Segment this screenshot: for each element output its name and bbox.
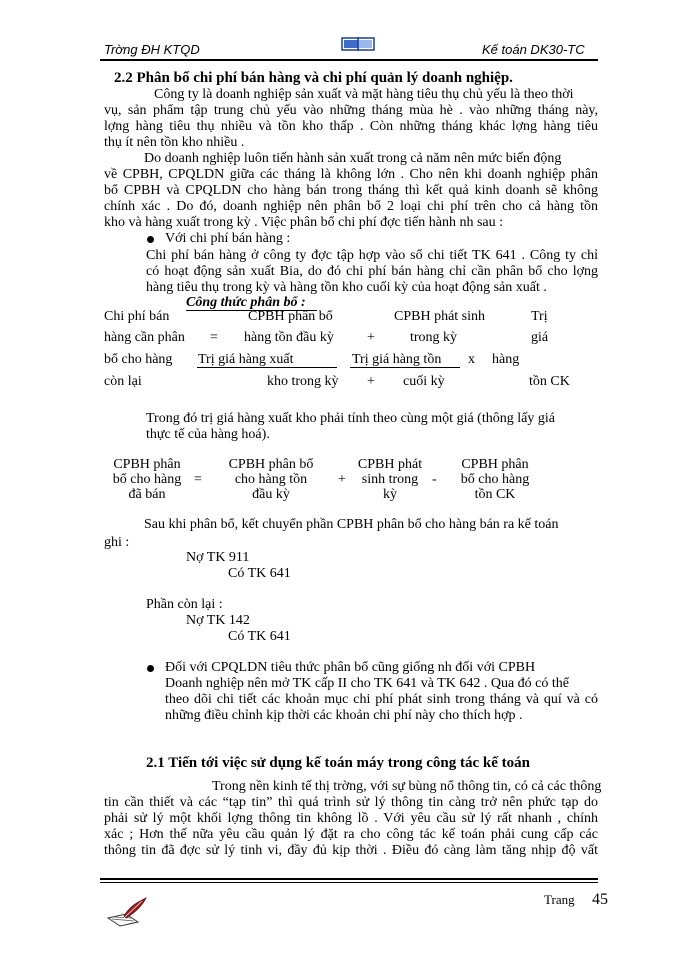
formula1-operator: + bbox=[367, 330, 375, 345]
formula1-operator: x bbox=[468, 352, 475, 367]
formula2-operator: = bbox=[194, 472, 202, 487]
formula2-operator: + bbox=[338, 472, 346, 487]
journal-debit: Nợ TK 142 bbox=[186, 613, 250, 628]
formula1-operator: = bbox=[210, 330, 218, 345]
paragraph-1: Công ty là doanh nghiệp sản xuất và mặt hàng tiêu thụ chủ yếu là theo thời vụ, sản phẩm tập trung chủ yếu vào những tháng mùa hè . vào những tháng này, lợng hàng tiêu thụ nhiều và tồn kho thấp . Còn những tháng khác lợng hàng tiêu thụ ít nên tồn kho nhiều . bbox=[104, 87, 598, 150]
formula2-term: CPBH phân bổ cho hàng đã bán bbox=[112, 457, 182, 502]
journal-credit: Có TK 641 bbox=[228, 629, 291, 644]
remaining-label: Phần còn lại : bbox=[146, 597, 223, 612]
formula2-operator: - bbox=[432, 472, 437, 487]
paragraph-5: Sau khi phân bổ, kết chuyển phần CPBH phân bổ cho hàng bán ra kế toán ghi : bbox=[104, 517, 559, 550]
formula2-term: CPBH phân bổ cho hàng tồn CK bbox=[460, 457, 530, 502]
formula1-text: hàng bbox=[492, 352, 520, 367]
formula1-text: Trị bbox=[531, 309, 548, 324]
formula1-text: tồn CK bbox=[529, 374, 570, 389]
paragraph-2: Do doanh nghiệp luôn tiến hành sản xuất trong cả năm nên mức biến động về CPBH, CPQLDN giữa các tháng là không lớn . Cho nên khi doanh nghiệp phân bổ CPBH và CPQLDN cho hàng bán trong tháng thì kết quả kinh doanh sẽ không chính xác . Do đó, doanh nghiệp nên phân bổ 2 loại chi phí trên cho cả hàng tồn kho và hàng xuất trong kỳ . Việc phân bổ chi phí đợc tiến hành nh sau : bbox=[104, 151, 598, 230]
fraction-line bbox=[197, 367, 337, 368]
page-label: Trang bbox=[544, 892, 575, 907]
footer-rule bbox=[100, 878, 598, 880]
formula1-text: Trị giá hàng tồn bbox=[352, 352, 442, 367]
section-heading: 2.1 Tiến tới việc sử dụng kế toán máy trong công tác kế toán bbox=[146, 755, 530, 771]
formula2-term: CPBH phân bổ cho hàng tồn đầu kỳ bbox=[228, 457, 314, 502]
header-right: Kế toán DK30-TC bbox=[482, 42, 585, 57]
formula1-text: kho trong kỳ bbox=[267, 374, 339, 389]
header-rule bbox=[100, 59, 598, 61]
formula1-text: hàng tồn đầu kỳ bbox=[244, 330, 334, 345]
header-left: Trờng ĐH KTQD bbox=[104, 42, 200, 57]
formula1-text: Trị giá hàng xuất bbox=[198, 352, 294, 367]
bullet-icon bbox=[147, 665, 154, 672]
book-logo-icon bbox=[341, 34, 375, 54]
formula1-text: Chi phí bán bbox=[104, 309, 170, 324]
quill-pen-icon bbox=[104, 896, 148, 930]
bullet-qldn: Đối với CPQLDN tiêu thức phân bổ cũng giống nh đối với CPBH Doanh nghiệp nên mở TK cấp II cho TK 641 và TK 642 . Qua đó có thể theo dõi chi tiết các khoản mục chi phí phát sinh trong tháng và quí và có những điều chỉnh kịp thời các khoản chi phí này cho thích hợp . bbox=[165, 660, 598, 723]
paragraph-3: Chi phí bán hàng ở công ty đợc tập hợp vào sổ chi tiết TK 641 . Công ty chỉ có hoạt động sản xuất Bia, do đó chi phí bán hàng chỉ cần phân bổ cho lợng hàng tiêu thụ trong kỳ và hàng tồn kho cuối kỳ của hoạt động sản xuất . bbox=[146, 248, 598, 295]
formula1-text: CPBH phát sinh bbox=[394, 309, 486, 324]
footer-rule bbox=[100, 882, 598, 883]
paragraph-6: Trong nền kinh tế thị trờng, với sự bùng nổ thông tin, có cả các thông tin cần thiết và các “tạp tin” thì quá trình sử lý thông tin càng trở nên phức tạp do phải sử lý một khối lợng thông tin không lồ . Với yêu cầu sử lý rất nhanh , chính xác ; Hơn thế nữa yêu cầu quản lý đặt ra cho công tác kế toán phải cung cấp các thông tin đã đợc sử lý tinh vi, đầy đủ kịp thời . Điều đó càng làm tăng nhịp độ vất bbox=[104, 779, 602, 858]
formula1-text: CPBH phân bổ bbox=[248, 309, 333, 324]
section-heading: 2.2 Phân bổ chi phí bán hàng và chi phí quản lý doanh nghiệp. bbox=[114, 70, 513, 86]
formula1-operator: + bbox=[367, 374, 375, 389]
journal-credit: Có TK 641 bbox=[228, 566, 291, 581]
formula1-text: hàng cần phân bbox=[104, 330, 185, 345]
formula1-text: bổ cho hàng bbox=[104, 352, 173, 367]
bullet-icon bbox=[147, 236, 154, 243]
page-number: 45 bbox=[592, 891, 608, 908]
formula-title: Công thức phân bổ : bbox=[186, 295, 306, 310]
formula1-text: cuối kỳ bbox=[403, 374, 445, 389]
formula1-text: còn lại bbox=[104, 374, 142, 389]
bullet-selling-cost: Với chi phí bán hàng : bbox=[165, 231, 291, 246]
journal-debit: Nợ TK 911 bbox=[186, 550, 250, 565]
formula1-text: trong kỳ bbox=[410, 330, 458, 345]
formula1-text: giá bbox=[531, 330, 549, 345]
paragraph-4: Trong đó trị giá hàng xuất kho phải tính theo cùng một giá (thông lấy giá thực tế của hàng hoá). bbox=[146, 411, 555, 442]
fraction-line bbox=[350, 367, 460, 368]
formula2-term: CPBH phát sinh trong kỳ bbox=[357, 457, 423, 502]
